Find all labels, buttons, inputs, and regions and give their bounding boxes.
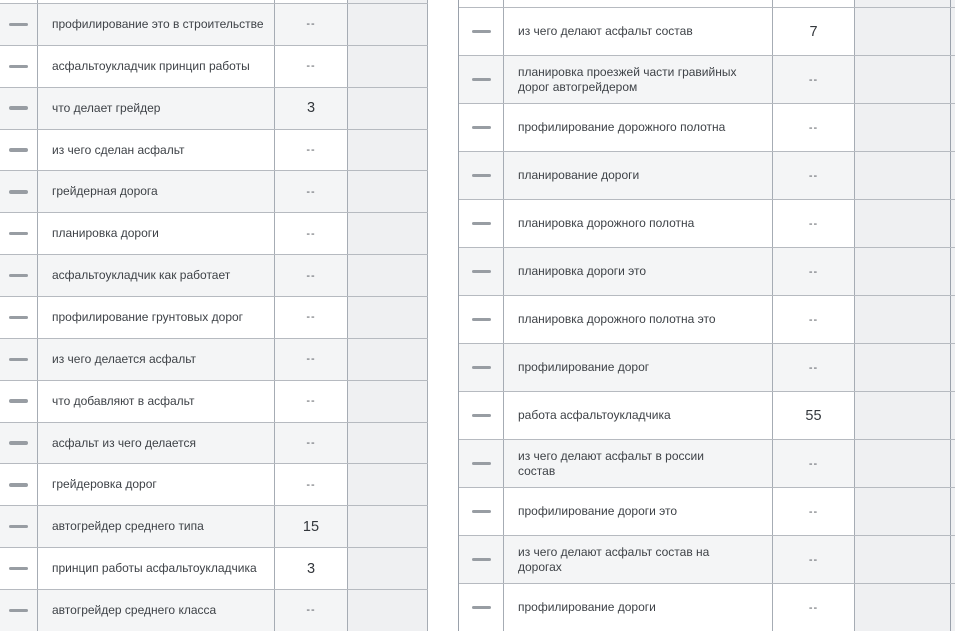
keyword-text: профилирование дорожного полотна: [518, 120, 726, 134]
cutoff-column: [951, 344, 955, 391]
keyword-frequency: 3: [275, 548, 348, 589]
keyword-cell: [504, 152, 773, 199]
row-handle-cell: [0, 46, 38, 87]
row-handle-cell: [459, 56, 504, 103]
keyword-frequency: --: [773, 440, 855, 487]
keyword-cell: [504, 0, 773, 7]
keyword-text: что делает грейдер: [52, 100, 161, 115]
cutoff-column: [951, 392, 955, 439]
keyword-cell: [38, 130, 275, 171]
keyword-cell: [38, 171, 275, 212]
keyword-frequency: --: [275, 423, 348, 464]
extra-cell: [855, 248, 951, 295]
minus-icon[interactable]: [472, 606, 491, 610]
row-handle-cell: [459, 152, 504, 199]
keyword-cell: [504, 200, 773, 247]
row-handle-cell: [0, 0, 38, 3]
keyword-text: из чего делается асфальт: [52, 351, 197, 366]
cutoff-column: [951, 536, 955, 583]
keyword-text: планировка дорожного полотна: [518, 216, 695, 230]
keyword-cell: [38, 423, 275, 464]
row-handle-cell: [459, 200, 504, 247]
keyword-frequency: --: [275, 464, 348, 505]
row-handle-cell: [459, 488, 504, 535]
keyword-cell: [504, 56, 773, 103]
row-handle-cell: [0, 213, 38, 254]
keyword-cell: [38, 255, 275, 296]
keyword-text: из чего делают асфальт состав на дорогах: [518, 544, 710, 574]
keyword-cell: [504, 392, 773, 439]
keyword-frequency: --: [773, 200, 855, 247]
row-handle-cell: [0, 423, 38, 464]
row-handle-cell: [459, 536, 504, 583]
keyword-frequency: 3: [275, 88, 348, 129]
minus-icon[interactable]: [9, 609, 28, 613]
minus-icon[interactable]: [9, 232, 28, 236]
extra-cell: [348, 46, 428, 87]
row-handle-cell: [459, 440, 504, 487]
keyword-cell: [38, 297, 275, 338]
minus-icon[interactable]: [472, 174, 491, 178]
keyword-row: [0, 547, 428, 589]
keyword-row: [0, 505, 428, 547]
keyword-frequency: --: [773, 56, 855, 103]
keyword-cell: [38, 4, 275, 45]
keyword-frequency: --: [275, 4, 348, 45]
minus-icon[interactable]: [472, 30, 491, 34]
keyword-frequency: --: [275, 590, 348, 631]
row-handle-cell: [0, 130, 38, 171]
row-handle-cell: [0, 590, 38, 631]
extra-cell: [348, 297, 428, 338]
minus-icon[interactable]: [472, 462, 491, 466]
keyword-cell: [504, 488, 773, 535]
keyword-cell: [38, 88, 275, 129]
minus-icon[interactable]: [9, 399, 28, 403]
partial-row: [459, 0, 955, 7]
keyword-text: что добавляют в асфальт: [52, 393, 195, 408]
keyword-frequency: 55: [773, 392, 855, 439]
row-handle-cell: [0, 548, 38, 589]
minus-icon[interactable]: [472, 414, 491, 418]
row-handle-cell: [0, 381, 38, 422]
minus-icon[interactable]: [472, 558, 491, 562]
extra-cell: [855, 200, 951, 247]
keyword-cell: [504, 440, 773, 487]
keyword-frequency: --: [275, 297, 348, 338]
keyword-text: из чего делают асфальт в россии состав: [518, 448, 704, 478]
extra-cell: [855, 536, 951, 583]
minus-icon[interactable]: [9, 441, 28, 445]
keyword-row: [459, 7, 955, 55]
keyword-cell: [38, 46, 275, 87]
keyword-row: [0, 212, 428, 254]
minus-icon[interactable]: [9, 65, 28, 69]
extra-cell: [348, 0, 428, 3]
keyword-table-left: [0, 0, 428, 631]
keyword-row: [459, 199, 955, 247]
keyword-row: [459, 583, 955, 631]
keyword-row: [459, 487, 955, 535]
keyword-frequency: --: [773, 584, 855, 631]
keyword-text: асфальт из чего делается: [52, 435, 197, 450]
keyword-row: [459, 103, 955, 151]
frequency-cell: [773, 0, 855, 7]
keyword-cell: [38, 548, 275, 589]
keyword-frequency: --: [773, 488, 855, 535]
minus-icon[interactable]: [9, 106, 28, 110]
row-handle-cell: [459, 296, 504, 343]
extra-cell: [348, 213, 428, 254]
minus-icon[interactable]: [9, 316, 28, 320]
cutoff-column: [951, 296, 955, 343]
row-handle-cell: [459, 248, 504, 295]
keyword-row: [459, 343, 955, 391]
keyword-row: [0, 129, 428, 171]
minus-icon[interactable]: [472, 318, 491, 322]
extra-cell: [348, 171, 428, 212]
cutoff-column: [951, 56, 955, 103]
minus-icon[interactable]: [9, 274, 28, 278]
cutoff-column: [951, 8, 955, 55]
keyword-row: [0, 422, 428, 464]
row-handle-cell: [0, 171, 38, 212]
row-handle-cell: [459, 104, 504, 151]
row-handle-cell: [459, 344, 504, 391]
keyword-row: [459, 391, 955, 439]
minus-icon[interactable]: [472, 366, 491, 370]
keyword-frequency: --: [773, 104, 855, 151]
keyword-row: [459, 295, 955, 343]
keyword-text: планировка проезжей части гравийных дорог автогрейдером: [518, 64, 737, 94]
minus-icon[interactable]: [9, 483, 28, 487]
keyword-cell: [504, 296, 773, 343]
minus-icon[interactable]: [9, 23, 28, 27]
keyword-row: [459, 535, 955, 583]
extra-cell: [348, 464, 428, 505]
extra-cell: [855, 296, 951, 343]
keyword-text: асфальтоукладчик принцип работы: [52, 58, 250, 73]
extra-cell: [855, 0, 951, 7]
keyword-text: работа асфальтоукладчика: [518, 408, 671, 422]
keyword-cell: [38, 0, 275, 3]
minus-icon[interactable]: [472, 78, 491, 82]
keyword-frequency: --: [773, 344, 855, 391]
row-handle-cell: [0, 339, 38, 380]
keyword-frequency: --: [275, 381, 348, 422]
keyword-text: принцип работы асфальтоукладчика: [52, 561, 257, 576]
extra-cell: [348, 339, 428, 380]
extra-cell: [348, 590, 428, 631]
keyword-frequency: 7: [773, 8, 855, 55]
keyword-cell: [38, 213, 275, 254]
keyword-frequency: --: [275, 130, 348, 171]
keyword-text: автогрейдер среднего типа: [52, 519, 204, 534]
keyword-cell: [504, 8, 773, 55]
extra-cell: [348, 88, 428, 129]
keyword-cell: [38, 590, 275, 631]
cutoff-column: [951, 584, 955, 631]
keyword-cell: [38, 381, 275, 422]
keyword-row: [0, 45, 428, 87]
keyword-row: [459, 151, 955, 199]
keyword-cell: [38, 339, 275, 380]
extra-cell: [855, 104, 951, 151]
cutoff-column: [951, 488, 955, 535]
keyword-table-right: [458, 0, 955, 631]
extra-cell: [855, 152, 951, 199]
keyword-row: [0, 463, 428, 505]
extra-cell: [855, 440, 951, 487]
row-handle-cell: [459, 8, 504, 55]
keyword-text: профилирование дороги это: [518, 504, 678, 518]
row-handle-cell: [0, 464, 38, 505]
extra-cell: [348, 130, 428, 171]
partial-row: [0, 0, 428, 3]
keyword-text: профилирование дороги: [518, 600, 656, 614]
keyword-row: [0, 3, 428, 45]
keyword-row: [459, 439, 955, 487]
keyword-text: планировка дороги это: [518, 264, 647, 278]
cutoff-column: [951, 152, 955, 199]
row-handle-cell: [0, 255, 38, 296]
keyword-text: планирование дороги: [518, 168, 640, 182]
minus-icon[interactable]: [9, 567, 28, 571]
minus-icon[interactable]: [472, 270, 491, 274]
keyword-cell: [504, 248, 773, 295]
keyword-frequency: --: [275, 171, 348, 212]
keyword-cell: [504, 536, 773, 583]
extra-cell: [855, 392, 951, 439]
keyword-row: [0, 589, 428, 631]
row-handle-cell: [0, 297, 38, 338]
keyword-row: [0, 338, 428, 380]
keyword-frequency: --: [773, 248, 855, 295]
row-handle-cell: [459, 584, 504, 631]
extra-cell: [855, 584, 951, 631]
keyword-cell: [504, 584, 773, 631]
extra-cell: [855, 488, 951, 535]
keyword-frequency: --: [773, 152, 855, 199]
keyword-row: [0, 296, 428, 338]
cutoff-column: [951, 248, 955, 295]
extra-cell: [855, 344, 951, 391]
extra-cell: [348, 4, 428, 45]
keyword-frequency: --: [773, 536, 855, 583]
cutoff-column: [951, 440, 955, 487]
row-handle-cell: [0, 88, 38, 129]
keyword-cell: [504, 344, 773, 391]
extra-cell: [348, 423, 428, 464]
keyword-row: [459, 55, 955, 103]
extra-cell: [348, 506, 428, 547]
keyword-text: профилирование грунтовых дорог: [52, 309, 244, 324]
keyword-text: планировка дороги: [52, 226, 159, 241]
keyword-text: асфальтоукладчик как работает: [52, 268, 231, 283]
keyword-frequency: 15: [275, 506, 348, 547]
keyword-frequency: --: [275, 213, 348, 254]
keyword-text: профилирование это в строительстве: [52, 16, 264, 31]
keyword-row: [0, 170, 428, 212]
minus-icon[interactable]: [472, 126, 491, 130]
keyword-frequency: --: [275, 255, 348, 296]
row-handle-cell: [0, 4, 38, 45]
keyword-row: [0, 87, 428, 129]
extra-cell: [348, 255, 428, 296]
keyword-frequency: --: [773, 296, 855, 343]
keyword-text: грейдерная дорога: [52, 184, 158, 199]
keyword-frequency: --: [275, 339, 348, 380]
cutoff-column: [951, 200, 955, 247]
keyword-text: автогрейдер среднего класса: [52, 602, 217, 617]
keyword-row: [0, 254, 428, 296]
keyword-row: [459, 247, 955, 295]
minus-icon[interactable]: [9, 190, 28, 194]
extra-cell: [348, 548, 428, 589]
minus-icon[interactable]: [9, 358, 28, 362]
keyword-text: профилирование дорог: [518, 360, 650, 374]
frequency-cell: [275, 0, 348, 3]
keyword-frequency: --: [275, 46, 348, 87]
row-handle-cell: [459, 0, 504, 7]
minus-icon[interactable]: [9, 525, 28, 529]
keyword-text: планировка дорожного полотна это: [518, 312, 716, 326]
row-handle-cell: [459, 392, 504, 439]
cutoff-column: [951, 0, 955, 7]
minus-icon[interactable]: [472, 222, 491, 226]
minus-icon[interactable]: [9, 148, 28, 152]
keyword-cell: [504, 104, 773, 151]
cutoff-column: [951, 104, 955, 151]
extra-cell: [855, 56, 951, 103]
extra-cell: [348, 381, 428, 422]
extra-cell: [855, 8, 951, 55]
keyword-row: [0, 380, 428, 422]
keyword-text: из чего делают асфальт состав: [518, 24, 693, 38]
keyword-text: грейдеровка дорог: [52, 477, 157, 492]
keyword-text: из чего сделан асфальт: [52, 142, 185, 157]
minus-icon[interactable]: [472, 510, 491, 514]
keyword-cell: [38, 506, 275, 547]
row-handle-cell: [0, 506, 38, 547]
keyword-cell: [38, 464, 275, 505]
